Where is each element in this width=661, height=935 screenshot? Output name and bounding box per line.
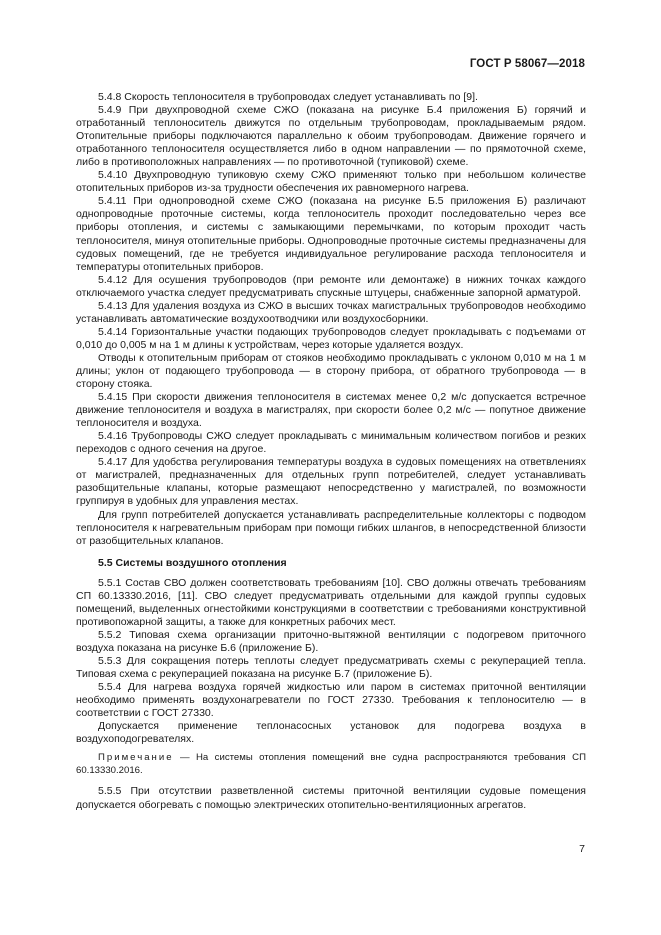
paragraph-5-4-10: 5.4.10 Двухпроводную тупиковую схему СЖО применяют только при небольшом количестве отопительных приборов из-за трудности обеспечения их равномерного нагрева. [76,169,586,195]
paragraph-5-4-17: 5.4.17 Для удобства регулирования температуры воздуха в судовых помещениях на ответвлениях от магистралей, предназначенных для отдельных групп потребителей, следует устанавливать разобщительные клапаны, которые размещают непосредственно у магистралей, по возможности группируя в удобных для управления местах. [76,456,586,508]
paragraph-5-4-11: 5.4.11 При однопроводной схеме СЖО (показана на рисунке Б.5 приложения Б) различают однопроводные проточные системы, когда теплоноситель проходит последовательно через все приборы отопления, и системы с замыкающими перемычками, по которым проходит часть теплоносителя, минуя отопительные приборы. Однопроводные проточные системы предназначены для судовых помещений, где не требуется индивидуальное регулирование расхода теплоносителя и температуры отопительных приборов. [76,195,587,273]
paragraph-5-4-17-cont: Для групп потребителей допускается устанавливать распределительные коллекторы с подводом теплоносителя к нагревательным приборам при помощи гибких шлангов, в непосредственной близости от разобщительных клапанов. [76,508,586,547]
paragraph-5-4-9: 5.4.9 При двухпроводной схеме СЖО (показана на рисунке Б.4 приложения Б) горячий и отработанный теплоноситель движутся по отдельным трубопроводам, прокладываемым рядом. Отопительные приборы подключаются параллельно к обоим трубопроводам. Движение горячего и отработанного теплоносителя осуществляется либо в одном направлении — по прямоточной схеме, либо в противоположных направлениях — по противоточной (тупиковой) схеме. [76,104,586,169]
document-code: ГОСТ Р 58067—2018 [469,58,585,70]
paragraph-5-4-14-cont: Отводы к отопительным приборам от стояков необходимо прокладывать с уклоном 0,010 м на 1 м длины; уклон от подающего трубопровода — в сторону прибора, от обратного трубопровода — в сторону стояка. [76,351,586,391]
note-text: — На системы отопления помещений вне судна распространяются требования СП 60.13330.2016. [76,752,586,776]
paragraph-5-4-14: 5.4.14 Горизонтальные участки подающих трубопроводов следует прокладывать с подъемами от 0,010 до 0,005 м на 1 м длины к устройствам, через которые удаляется воздух. [76,325,586,351]
paragraph-5-5-4: 5.5.4 Для нагрева воздуха горячей жидкостью или паром в системах приточной вентиляции необходимо применять воздухонагреватели по ГОСТ 27330. Требования к теплоносителю — в соответствии с ГОСТ 27330. [76,681,586,720]
paragraph-5-4-12: 5.4.12 Для осушения трубопроводов (при ремонте или демонтаже) в нижних точках каждого отключаемого участка следует предусматривать спускные штуцеры, снабженные запорной арматурой. [76,273,586,299]
paragraph-5-4-15: 5.4.15 При скорости движения теплоносителя в системах менее 0,2 м/с допускается встречное движение теплоносителя и воздуха в магистралях, при скорости более 0,2 м/с — попутное движение теплоносителя и воздуха. [76,391,586,430]
paragraph-5-4-8: 5.4.8 Скорость теплоносителя в трубопроводах следует устанавливать по [9]. [98,91,478,103]
paragraph-5-5-5: 5.5.5 При отсутствии разветвленной системы приточной вентиляции судовые помещения допускается обогревать с помощью электрических отопительно-вентиляционных агрегатов. [76,785,586,811]
note [76,752,586,777]
paragraph-5-5-2: 5.5.2 Типовая схема организации приточно-вытяжной вентиляции с подогревом приточного воздуха показана на рисунке Б.6 (приложение Б). [76,628,586,654]
page-number: 7 [579,843,585,855]
paragraph-5-4-16: 5.4.16 Трубопроводы СЖО следует прокладывать с минимальным количеством погибов и резких переходов с одного сечения на другое. [76,430,586,456]
paragraph-5-5-4-cont: Допускается применение теплонасосных установок для подогрева воздуха в воздухоподогревателях. [76,720,586,746]
paragraph-5-5-1: 5.5.1 Состав СВО должен соответствовать требованиям [10]. СВО должны отвечать требованиям СП 60.13330.2016, [11]. СВО следует предусматривать отдельными для каждой группы судовых помещений, выделенных огнестойкими конструкциями в соответствии с требованиями конструктивной противопожарной защиты, а также для конкретных рабочих мест. [76,576,586,628]
page-body [76,91,586,812]
paragraph-5-4-13: 5.4.13 Для удаления воздуха из СЖО в высших точках магистральных трубопроводов необходимо устанавливать автоматические воздухоотводчики или воздухосборники. [76,299,586,325]
paragraph-5-5-3: 5.5.3 Для сокращения потерь теплоты следует предусматривать схемы с рекуперацией тепла. Типовая схема с рекуперацией показана на рисунке Б.7 (приложение Б). [76,654,586,681]
section-title: 5.5 Системы воздушного отопления [98,556,287,569]
note-label: Примечание [98,752,174,764]
